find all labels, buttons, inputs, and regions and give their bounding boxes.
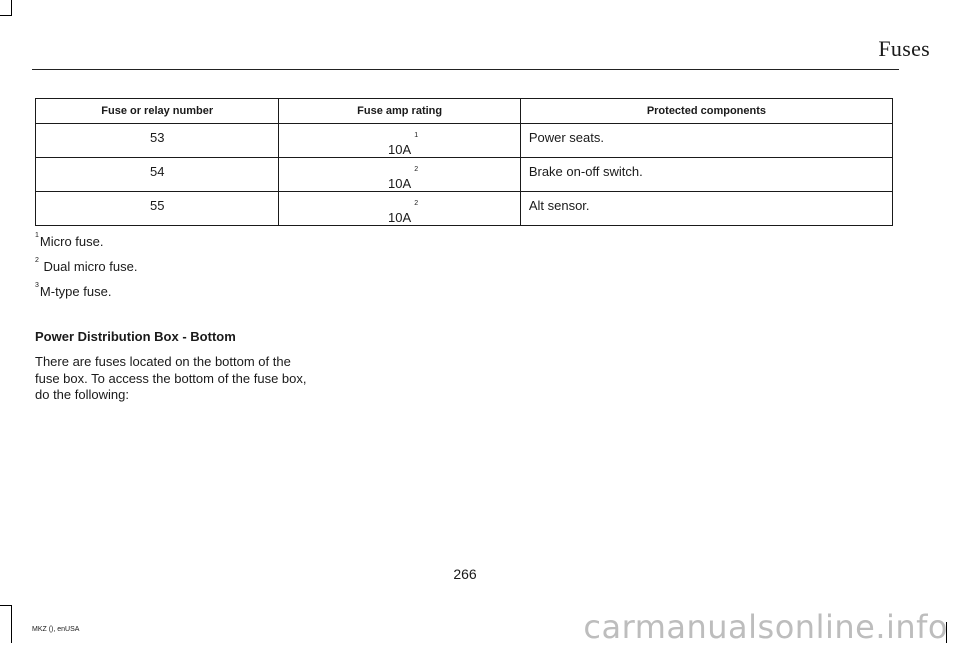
crop-mark-top-left [11,0,12,15]
page-number: 266 [453,566,477,582]
table-row [36,192,893,226]
footnote-text: M-type fuse. [39,284,112,299]
amp-rating: 10A [388,142,412,157]
header-rule [32,69,899,70]
table-header-row [36,99,893,124]
footnote-text: Dual micro fuse. [39,259,138,274]
fuse-number: 54 [149,164,165,179]
amp-rating-cell [279,192,520,226]
fuse-number-cell [36,192,279,226]
protected-component: Brake on-off switch. [528,164,643,179]
footnote-ref: 2 [414,200,419,207]
protected-component: Power seats. [528,130,604,145]
footnote [35,256,138,274]
table-row [36,158,893,192]
amp-rating: 10A [388,210,412,225]
document-id: MKZ (), enUSA [32,626,80,633]
component-cell [520,158,892,192]
protected-component: Alt sensor. [528,198,590,213]
column-header: Protected components [520,99,892,124]
crop-mark-bottom-left [0,605,12,606]
amp-rating-cell [279,158,520,192]
footnote [35,231,104,249]
footnote-text: Micro fuse. [39,234,104,249]
page-header-title: Fuses [878,36,930,61]
amp-rating-cell [279,124,520,158]
footnote-mark: 2 [35,256,39,264]
column-header: Fuse amp rating [279,99,520,124]
watermark: carmanualsonline.info [583,608,948,646]
body-paragraph: There are fuses located on the bottom of the fuse box. To access the bottom of the fuse box, do the following: [35,354,307,402]
fuse-number-cell [36,158,279,192]
section-heading: Power Distribution Box - Bottom [35,329,236,344]
footnote-ref: 2 [414,166,419,173]
fuse-number: 55 [149,198,165,213]
column-header: Fuse or relay number [36,99,279,124]
crop-mark-top-left [0,15,12,16]
footnote-mark: 1 [35,231,39,239]
footnote [35,281,112,299]
component-cell [520,192,892,226]
fuse-table [35,98,893,226]
footnote-mark: 3 [35,281,39,289]
amp-rating: 10A [388,176,412,191]
table-row [36,124,893,158]
crop-mark-bottom-left [11,605,12,643]
fuse-number: 53 [149,130,165,145]
footnote-ref: 1 [414,132,419,139]
component-cell [520,124,892,158]
fuse-number-cell [36,124,279,158]
